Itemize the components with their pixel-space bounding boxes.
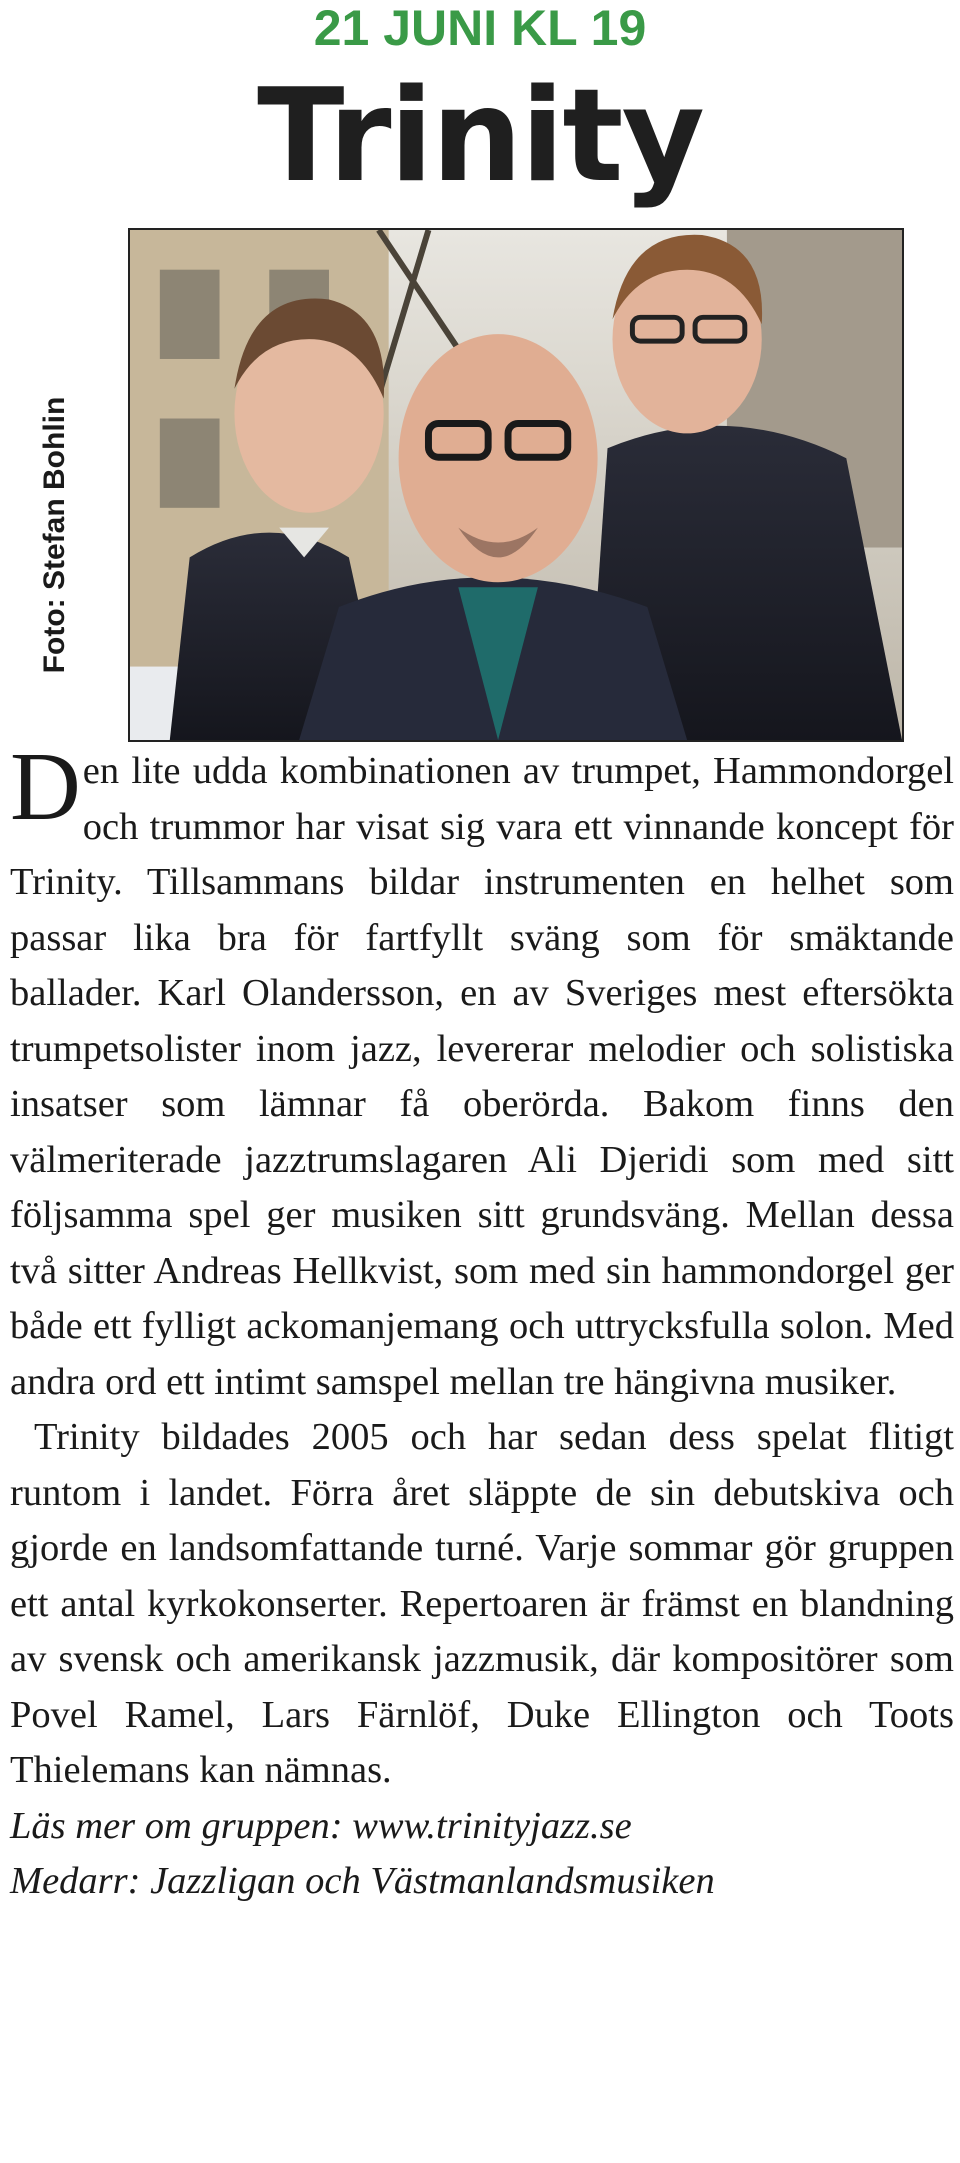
band-photo-illustration: [130, 230, 902, 740]
co-organizers-line: Medarr: Jazzligan och Västmanlandsmusiken: [10, 1860, 715, 1902]
read-more-line: Läs mer om gruppen: www.trinityjazz.se: [10, 1804, 632, 1847]
paragraph-1: [10, 733, 954, 1410]
event-title: Trinity: [257, 62, 703, 211]
event-date: 21 JUNI KL 19: [313, 0, 647, 56]
paragraph-2: Trinity bildades 2005 och har sedan dess spelat flitigt runtom i landet. Förra året släppte de sin debutskiva och gjorde en landsomfattande turné. Varje sommar gör gruppen ett antal kyrkokonserter. Repertoaren är främst en blandning av svensk och amerikansk jazzmusik, där kompositörer som Povel Ramel, Lars Färnlöf, Duke Ellington och Toots Thielemans kan nämnas.: [10, 1416, 954, 1791]
paragraph-1-text: en lite udda kombinationen av trumpet, Hammondorgel och trummor har visat sig vara ett vinnande koncept för Trinity. Tillsammans bildar instrumenten en helhet som passar lika bra för fartfyllt sväng som för smäktande ballader. Karl Olandersson, en av Sveriges mest eftersökta trumpetsolister inom jazz, levererar melodier och solistiska insatser som lämnar få oberörda. Bakom finns den välmeriterade jazztrumslagaren Ali Djeridi som med sitt följsamma spel ger musiken sitt grundsväng. Mellan dessa två sitter Andreas Hellkvist, som med sin hammondorgel ger både ett fylligt ackomanjemang och uttrycksfulla solon. Med andra ord ett intimt samspel mellan tre hängivna musiker.: [10, 750, 954, 1403]
drop-cap: D: [10, 733, 81, 841]
photo-credit: [30, 375, 80, 695]
band-photo: [128, 228, 904, 742]
article-body: [10, 733, 954, 2156]
photo-credit-text: Foto: Stefan Bohlin: [38, 396, 71, 674]
